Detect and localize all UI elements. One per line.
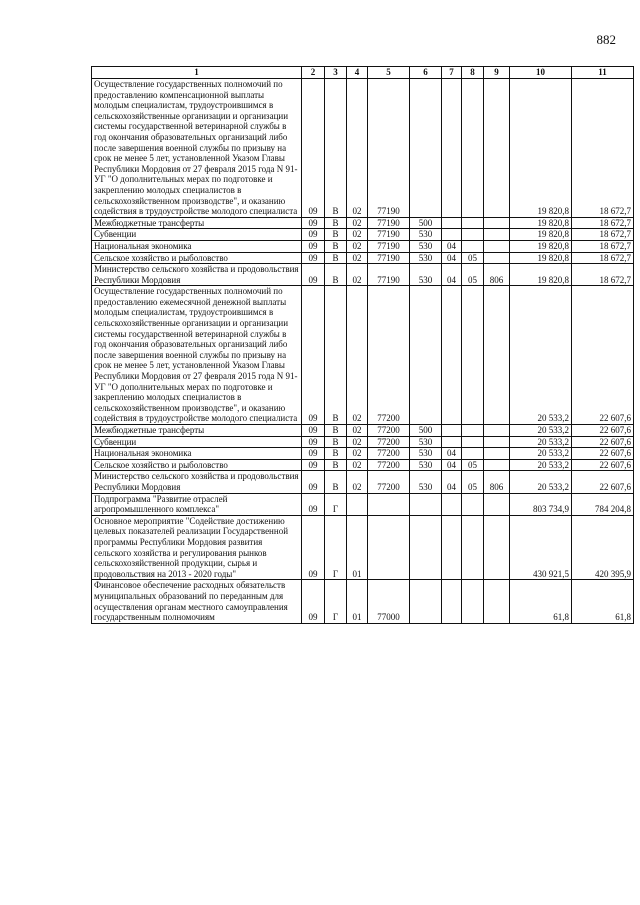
cell-col-8	[462, 436, 484, 448]
column-header: 6	[410, 67, 442, 79]
cell-amount-col-11: 784 204,8	[572, 493, 634, 515]
cell-col-2: 09	[302, 425, 325, 437]
cell-amount-col-11: 420 395,9	[572, 515, 634, 580]
page-number: 882	[596, 32, 616, 47]
cell-col-4: 02	[347, 240, 368, 252]
column-header: 10	[510, 67, 572, 79]
cell-col-5: 77190	[368, 217, 410, 229]
column-header: 1	[92, 67, 302, 79]
cell-col-9	[484, 493, 510, 515]
cell-col-6: 500	[410, 425, 442, 437]
cell-amount-col-10: 20 533,2	[510, 459, 572, 471]
column-header: 8	[462, 67, 484, 79]
cell-col-6: 530	[410, 240, 442, 252]
cell-amount-col-11: 22 607,6	[572, 286, 634, 425]
cell-col-8: 05	[462, 459, 484, 471]
column-header: 7	[442, 67, 462, 79]
cell-col-7	[442, 580, 462, 623]
cell-amount-col-11: 22 607,6	[572, 448, 634, 460]
cell-col-3: Г	[325, 580, 347, 623]
cell-col-2: 09	[302, 252, 325, 264]
cell-col-4: 01	[347, 515, 368, 580]
cell-col-5: 77190	[368, 79, 410, 218]
cell-col-8	[462, 493, 484, 515]
cell-col-8	[462, 79, 484, 218]
cell-col-4: 01	[347, 580, 368, 623]
cell-col-7: 04	[442, 459, 462, 471]
cell-col-6	[410, 493, 442, 515]
cell-col-5: 77200	[368, 448, 410, 460]
table-row	[92, 229, 634, 241]
cell-col-2: 09	[302, 448, 325, 460]
cell-col-6: 530	[410, 264, 442, 286]
table-row	[92, 471, 634, 493]
cell-col-6	[410, 79, 442, 218]
cell-col-3: В	[325, 425, 347, 437]
cell-name: Финансовое обеспечение расходных обязательств муниципальных образований по переданным для осуществления органам местного самоуправления государственным полномочиям	[92, 580, 302, 623]
cell-amount-col-10: 20 533,2	[510, 471, 572, 493]
column-header: 4	[347, 67, 368, 79]
cell-col-9	[484, 229, 510, 241]
cell-col-3: В	[325, 217, 347, 229]
cell-amount-col-11: 18 672,7	[572, 264, 634, 286]
cell-col-2: 09	[302, 515, 325, 580]
cell-name: Министерство сельского хозяйства и продовольствия Республики Мордовия	[92, 471, 302, 493]
cell-col-2: 09	[302, 217, 325, 229]
cell-col-6: 530	[410, 471, 442, 493]
cell-col-6: 530	[410, 229, 442, 241]
cell-name: Основное мероприятие "Содействие достижению целевых показателей реализации Государственной программы Республики Мордовия развития сельского хозяйства и регулирования рынков сельскохозяйственной продукции, сырья и продовольствия на 2013 - 2020 годы"	[92, 515, 302, 580]
cell-col-7	[442, 515, 462, 580]
cell-col-4: 02	[347, 471, 368, 493]
cell-name: Осуществление государственных полномочий по предоставлению ежемесячной денежной выплаты молодым специалистам, трудоустроившимся в сельскохозяйственные организации и организации системы государственной ветеринарной службы в год окончания образовательных организаций либо после завершения военной службы по призыву на срок не менее 5 лет, установленной Указом Главы Республики Мордовия от 27 февраля 2015 года N 91-УГ "О дополнительных мерах по подготовке и закреплению молодых специалистов в сельскохозяйственном производстве", и оказанию содействия в трудоустройстве молодого специалиста	[92, 286, 302, 425]
table-row	[92, 79, 634, 218]
table-row	[92, 436, 634, 448]
cell-col-3: В	[325, 436, 347, 448]
cell-name: Осуществление государственных полномочий по предоставлению компенсационной выплаты молодым специалистам, трудоустроившимся в сельскохозяйственные организации и организации системы государственной ветеринарной службы в год окончания образовательных организаций либо после завершения военной службы по призыву на срок не менее 5 лет, установленной Указом Главы Республики Мордовия от 27 февраля 2015 года N 91-УГ "О дополнительных мерах по подготовке и закреплению молодых специалистов в сельскохозяйственном производстве", и оказанию содействия в трудоустройстве молодого специалиста	[92, 79, 302, 218]
table-row	[92, 252, 634, 264]
cell-col-6: 530	[410, 252, 442, 264]
cell-col-4: 02	[347, 79, 368, 218]
cell-col-2: 09	[302, 493, 325, 515]
cell-col-4: 02	[347, 229, 368, 241]
cell-col-9	[484, 240, 510, 252]
cell-name: Субвенции	[92, 229, 302, 241]
cell-amount-col-10: 19 820,8	[510, 79, 572, 218]
cell-col-7	[442, 493, 462, 515]
cell-amount-col-10: 61,8	[510, 580, 572, 623]
cell-amount-col-10: 20 533,2	[510, 425, 572, 437]
cell-col-9	[484, 286, 510, 425]
cell-col-6	[410, 515, 442, 580]
cell-col-5	[368, 493, 410, 515]
cell-col-8	[462, 580, 484, 623]
cell-name: Подпрограмма "Развитие отраслей агропромышленного комплекса"	[92, 493, 302, 515]
table-row	[92, 515, 634, 580]
cell-col-3: Г	[325, 493, 347, 515]
table-row	[92, 264, 634, 286]
table-row	[92, 217, 634, 229]
column-header: 5	[368, 67, 410, 79]
table-row	[92, 493, 634, 515]
cell-col-5: 77200	[368, 425, 410, 437]
cell-amount-col-11: 18 672,7	[572, 252, 634, 264]
cell-col-3: В	[325, 448, 347, 460]
cell-col-5	[368, 515, 410, 580]
cell-col-9	[484, 459, 510, 471]
cell-name: Субвенции	[92, 436, 302, 448]
cell-col-4: 02	[347, 217, 368, 229]
cell-col-4: 02	[347, 286, 368, 425]
table-row	[92, 459, 634, 471]
cell-col-7: 04	[442, 240, 462, 252]
cell-col-9	[484, 79, 510, 218]
cell-col-6	[410, 286, 442, 425]
cell-col-3: В	[325, 240, 347, 252]
cell-col-7	[442, 436, 462, 448]
cell-amount-col-10: 19 820,8	[510, 229, 572, 241]
column-header: 2	[302, 67, 325, 79]
cell-col-3: В	[325, 264, 347, 286]
cell-name: Сельское хозяйство и рыболовство	[92, 459, 302, 471]
cell-col-9	[484, 217, 510, 229]
cell-col-3: В	[325, 459, 347, 471]
cell-name: Межбюджетные трансферты	[92, 425, 302, 437]
cell-col-2: 09	[302, 264, 325, 286]
cell-amount-col-10: 20 533,2	[510, 436, 572, 448]
column-header: 3	[325, 67, 347, 79]
cell-col-2: 09	[302, 286, 325, 425]
cell-col-7	[442, 217, 462, 229]
table-row	[92, 448, 634, 460]
cell-amount-col-10: 430 921,5	[510, 515, 572, 580]
cell-col-5: 77200	[368, 471, 410, 493]
cell-amount-col-10: 20 533,2	[510, 448, 572, 460]
cell-col-5: 77190	[368, 252, 410, 264]
cell-col-9	[484, 436, 510, 448]
budget-table	[91, 66, 634, 624]
cell-col-5: 77000	[368, 580, 410, 623]
cell-col-8	[462, 229, 484, 241]
cell-col-8	[462, 515, 484, 580]
cell-amount-col-11: 22 607,6	[572, 436, 634, 448]
cell-col-7: 04	[442, 264, 462, 286]
cell-col-5: 77200	[368, 459, 410, 471]
column-header: 11	[572, 67, 634, 79]
cell-amount-col-11: 18 672,7	[572, 240, 634, 252]
cell-col-6	[410, 580, 442, 623]
cell-col-8: 05	[462, 471, 484, 493]
cell-name: Министерство сельского хозяйства и продовольствия Республики Мордовия	[92, 264, 302, 286]
cell-amount-col-11: 61,8	[572, 580, 634, 623]
cell-col-8	[462, 240, 484, 252]
cell-col-2: 09	[302, 229, 325, 241]
table-body	[92, 79, 634, 624]
cell-amount-col-10: 19 820,8	[510, 240, 572, 252]
cell-amount-col-11: 22 607,6	[572, 471, 634, 493]
cell-col-4: 02	[347, 436, 368, 448]
cell-col-8: 05	[462, 264, 484, 286]
cell-col-6: 530	[410, 459, 442, 471]
cell-col-7	[442, 425, 462, 437]
cell-name: Национальная экономика	[92, 448, 302, 460]
cell-col-8	[462, 286, 484, 425]
cell-col-8	[462, 425, 484, 437]
cell-amount-col-10: 20 533,2	[510, 286, 572, 425]
cell-col-5: 77190	[368, 264, 410, 286]
cell-col-6: 500	[410, 217, 442, 229]
cell-col-9: 806	[484, 471, 510, 493]
cell-col-3: В	[325, 252, 347, 264]
cell-col-4: 02	[347, 448, 368, 460]
cell-col-3: В	[325, 471, 347, 493]
cell-col-2: 09	[302, 240, 325, 252]
cell-amount-col-10: 803 734,9	[510, 493, 572, 515]
cell-col-2: 09	[302, 436, 325, 448]
cell-col-2: 09	[302, 79, 325, 218]
cell-col-2: 09	[302, 459, 325, 471]
cell-col-9	[484, 515, 510, 580]
cell-amount-col-11: 18 672,7	[572, 229, 634, 241]
cell-col-3: В	[325, 229, 347, 241]
cell-col-8	[462, 217, 484, 229]
cell-col-8	[462, 448, 484, 460]
cell-col-5: 77190	[368, 229, 410, 241]
cell-name: Сельское хозяйство и рыболовство	[92, 252, 302, 264]
cell-col-3: В	[325, 286, 347, 425]
cell-col-3: В	[325, 79, 347, 218]
cell-col-5: 77200	[368, 436, 410, 448]
cell-col-4	[347, 493, 368, 515]
cell-col-5: 77190	[368, 240, 410, 252]
cell-col-9	[484, 448, 510, 460]
cell-col-7	[442, 229, 462, 241]
cell-col-8: 05	[462, 252, 484, 264]
cell-amount-col-11: 18 672,7	[572, 217, 634, 229]
cell-amount-col-10: 19 820,8	[510, 217, 572, 229]
table-row	[92, 425, 634, 437]
cell-col-9: 806	[484, 264, 510, 286]
cell-col-5: 77200	[368, 286, 410, 425]
column-header: 9	[484, 67, 510, 79]
cell-name: Межбюджетные трансферты	[92, 217, 302, 229]
cell-col-4: 02	[347, 425, 368, 437]
table-row	[92, 580, 634, 623]
cell-col-2: 09	[302, 471, 325, 493]
cell-amount-col-11: 22 607,6	[572, 425, 634, 437]
cell-amount-col-10: 19 820,8	[510, 252, 572, 264]
table-row	[92, 286, 634, 425]
cell-col-7: 04	[442, 252, 462, 264]
cell-col-9	[484, 252, 510, 264]
cell-amount-col-10: 19 820,8	[510, 264, 572, 286]
cell-col-7	[442, 286, 462, 425]
cell-amount-col-11: 22 607,6	[572, 459, 634, 471]
cell-amount-col-11: 18 672,7	[572, 79, 634, 218]
cell-name: Национальная экономика	[92, 240, 302, 252]
cell-col-4: 02	[347, 264, 368, 286]
cell-col-9	[484, 425, 510, 437]
cell-col-7	[442, 79, 462, 218]
cell-col-9	[484, 580, 510, 623]
table-row	[92, 240, 634, 252]
cell-col-4: 02	[347, 252, 368, 264]
cell-col-7: 04	[442, 471, 462, 493]
cell-col-3: Г	[325, 515, 347, 580]
cell-col-6: 530	[410, 448, 442, 460]
cell-col-2: 09	[302, 580, 325, 623]
cell-col-4: 02	[347, 459, 368, 471]
cell-col-6: 530	[410, 436, 442, 448]
table-header-row	[92, 67, 634, 79]
cell-col-7: 04	[442, 448, 462, 460]
